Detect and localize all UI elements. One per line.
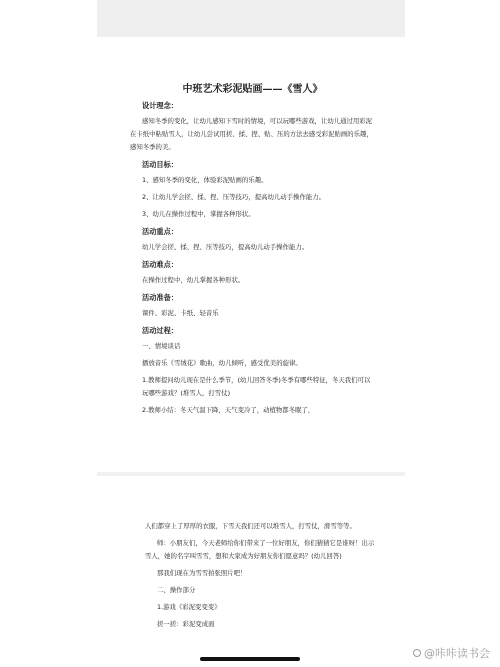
paragraph: 师：小朋友们，今天老师给你们带来了一位好朋友，你们猜猜它是谁呀！出示雪人，她的名字叫雪雪，想和大家成为好朋友你们愿意吗？(幼儿回答) — [145, 539, 375, 560]
paragraph: 幼儿学会搓、揉、捏、压等技巧，提高幼儿动手操作能力。 — [142, 243, 309, 251]
top-image-strip — [97, 0, 405, 37]
paragraph: 1.教师提问幼儿现在是什么季节，(幼儿回答冬季)冬季有哪些特征，冬天我们可以玩哪些游戏？(堆雪人，打雪仗) — [142, 376, 371, 397]
paragraph: 搓一搓：彩泥变成面 — [157, 620, 215, 628]
paragraph: 2.教师小结：冬天气温下降，天气变冷了，动植物都冬眠了， — [142, 406, 315, 414]
paragraph: 1.游戏《彩泥变变变》 — [157, 603, 221, 611]
paragraph: 一、情境谈话 — [142, 342, 181, 350]
paragraph: 1、感知冬季的变化，体验彩泥贴画的乐趣。 — [142, 176, 268, 184]
section-heading: 活动准备： — [142, 293, 178, 302]
section-heading: 活动重点： — [142, 227, 178, 236]
paragraph: 在操作过程中，幼儿掌握各种形状。 — [142, 276, 245, 284]
watermark-icon — [413, 649, 421, 657]
document-page-1 — [130, 70, 375, 421]
section-heading: 活动难点： — [142, 260, 178, 269]
paragraph: 二、操作部分 — [157, 586, 196, 594]
paragraph: 课件、彩泥、卡纸、轻音乐 — [142, 309, 219, 317]
paragraph: 播放音乐《雪绒花》歌曲，幼儿倾听，感受优美的旋律。 — [142, 359, 302, 367]
page-separator — [97, 472, 405, 476]
section-heading: 设计理念： — [142, 101, 178, 110]
paragraph: 感知冬季的变化，让幼儿感知下雪时的情境，可以玩哪些游戏，让幼儿通过用彩泥在卡纸中粘贴雪人，让幼儿尝试用搓、揉、捏、贴、压的方法去感受彩泥贴画的乐趣，感知冬季的美。 — [130, 117, 373, 151]
section-heading: 活动过程： — [142, 326, 178, 335]
paragraph: 人们都穿上了厚厚的衣服，下雪天我们还可以堆雪人，打雪仗，滑雪等等。 — [145, 522, 356, 530]
paragraph: 3、幼儿在操作过程中，掌握各种形状。 — [142, 210, 255, 218]
home-indicator[interactable] — [200, 657, 300, 661]
document-page-2 — [145, 520, 375, 635]
watermark — [413, 645, 490, 661]
watermark-text: @咔咔读书会 — [424, 647, 490, 660]
document-title: 中班艺术彩泥贴画——《雪人》 — [182, 84, 323, 95]
paragraph: 2、让幼儿学会搓、揉、捏、压等技巧，提高幼儿动手操作能力。 — [142, 193, 326, 201]
section-heading: 活动目标： — [142, 160, 178, 169]
paragraph: 那我们现在为雪雪拍张照片吧！ — [157, 569, 247, 577]
